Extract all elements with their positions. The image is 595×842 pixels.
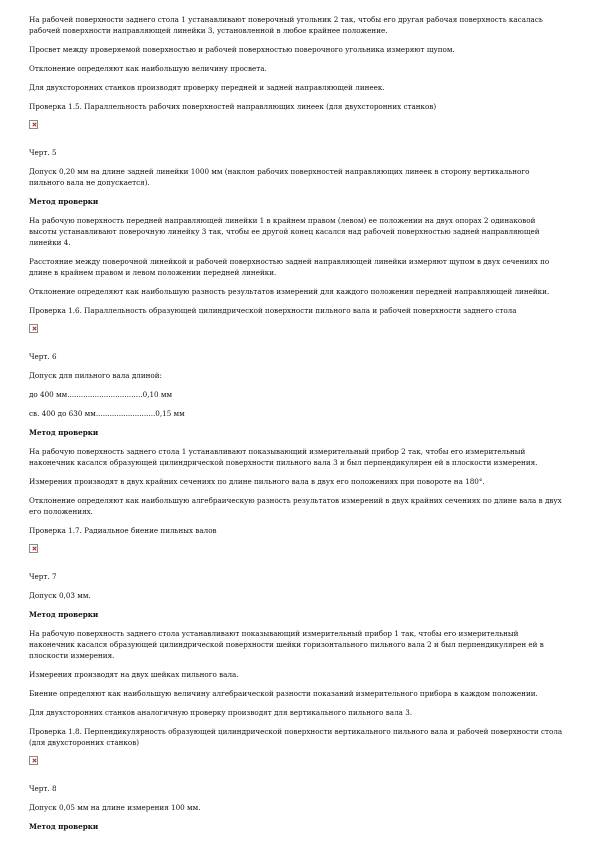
- broken-image-icon: [29, 544, 38, 553]
- paragraph-deviation-1-5: Отклонение определяют как наибольшую разность результатов измерений для каждого положения передней направляющей линейки.: [29, 287, 550, 296]
- paragraph-deviation: Отклонение определяют как наибольшую величину просвета.: [29, 64, 267, 73]
- tolerance-row-400: до 400 мм.................................0,10 мм: [29, 390, 173, 399]
- broken-image-icon: [29, 756, 38, 765]
- paragraph-method-1-7: На рабочую поверхность заднего стола устанавливают показывающий измерительный прибор 1 так, чтобы его измерительный наконечник касался образующей цилиндрической поверхности шейки горизонтального пильного вала 2 и был перпендикулярен ей в плоскости измерения.: [29, 629, 544, 660]
- tolerance-1-5: Допуск 0,20 мм на длине задней линейки 1000 мм (наклон рабочих поверхностей направляющих линеек в сторону вертикального пильного вала не допускается).: [29, 167, 530, 187]
- method-heading: Метод проверки: [29, 428, 99, 437]
- check-heading-1-6: Проверка 1.6. Параллельность образующей цилиндрической поверхности пильного вала и рабочей поверхности заднего стола: [29, 306, 517, 315]
- paragraph-method-1-6: На рабочую поверхность заднего стола 1 устанавливают показывающий измерительный прибор 2 так, чтобы его измерительный наконечник касался образующей цилиндрической поверхности пильного вала 3 и был перпендикулярен ей в плоскости измерения.: [29, 447, 538, 467]
- paragraph-method-1-5: На рабочую поверхность передней направляющей линейки 1 в крайнем правом (левом) ее положении на двух опорах 2 одинаковой высоты устанавливают поверочную линейку 3 так, чтобы ее другой конец касался над рабочей поверхностью задней направляющей линейки 4.: [29, 216, 540, 247]
- paragraph-deviation-1-6: Отклонение определяют как наибольшую алгебраическую разность результатов измерений в двух крайних сечениях по длине вала в двух его положениях.: [29, 496, 562, 516]
- method-heading: Метод проверки: [29, 822, 99, 831]
- tolerance-row-630: св. 400 до 630 мм..........................0,15 мм: [29, 409, 185, 418]
- figure-caption-7: Черт. 7: [29, 572, 57, 581]
- broken-image-icon: [29, 120, 38, 129]
- figure-caption-5: Черт. 5: [29, 148, 57, 157]
- paragraph-instruction: На рабочей поверхности заднего стола 1 устанавливают поверочный угольник 2 так, чтобы его другая рабочая поверхность касалась рабочей поверхности направляющей линейки 3, установленной в любое крайнее положение.: [29, 15, 543, 35]
- check-heading-1-5: Проверка 1.5. Параллельность рабочих поверхностей направляющих линеек (для двухсторонних станков): [29, 102, 437, 111]
- method-heading: Метод проверки: [29, 610, 99, 619]
- check-heading-1-7: Проверка 1.7. Радиальное биение пильных валов: [29, 526, 217, 535]
- paragraph-two-journals: Измерения производят на двух шейках пильного вала.: [29, 670, 239, 679]
- paragraph-measure-sections: Измерения производят в двух крайних сечениях по длине пильного вала в двух его положениях при повороте на 180°.: [29, 477, 485, 486]
- method-heading: Метод проверки: [29, 197, 99, 206]
- tolerance-1-7: Допуск 0,03 мм.: [29, 591, 91, 600]
- paragraph-distance: Расстояние между поверочной линейкой и рабочей поверхностью задней направляющей линейки измеряют щупом в двух сечениях по длине в крайнем правом и левом положении передней линейки.: [29, 257, 550, 277]
- paragraph-vertical-shaft: Для двухсторонних станков аналогичную проверку производят для вертикального пильного вала 3.: [29, 708, 413, 717]
- paragraph-double-sided: Для двухсторонних станков производят проверку передней и задней направляющей линеек.: [29, 83, 385, 92]
- check-heading-1-8: Проверка 1.8. Перпендикулярность образующей цилиндрической поверхности вертикального пильного вала и рабочей поверхности стола (для двухсторонних станков): [29, 727, 563, 747]
- broken-image-icon: [29, 324, 38, 333]
- figure-caption-8: Черт. 8: [29, 784, 57, 793]
- paragraph-gap-measure: Просвет между проверяемой поверхностью и рабочей поверхностью поверочного угольника измеряют щупом.: [29, 45, 455, 54]
- figure-caption-6: Черт. 6: [29, 352, 57, 361]
- paragraph-runout: Биение определяют как наибольшую величину алгебраической разности показаний измерительного прибора в каждом положении.: [29, 689, 538, 698]
- tolerance-1-8: Допуск 0,05 мм на длине измерения 100 мм.: [29, 803, 201, 812]
- tolerance-intro-1-6: Допуск для пильного вала длиной:: [29, 371, 162, 380]
